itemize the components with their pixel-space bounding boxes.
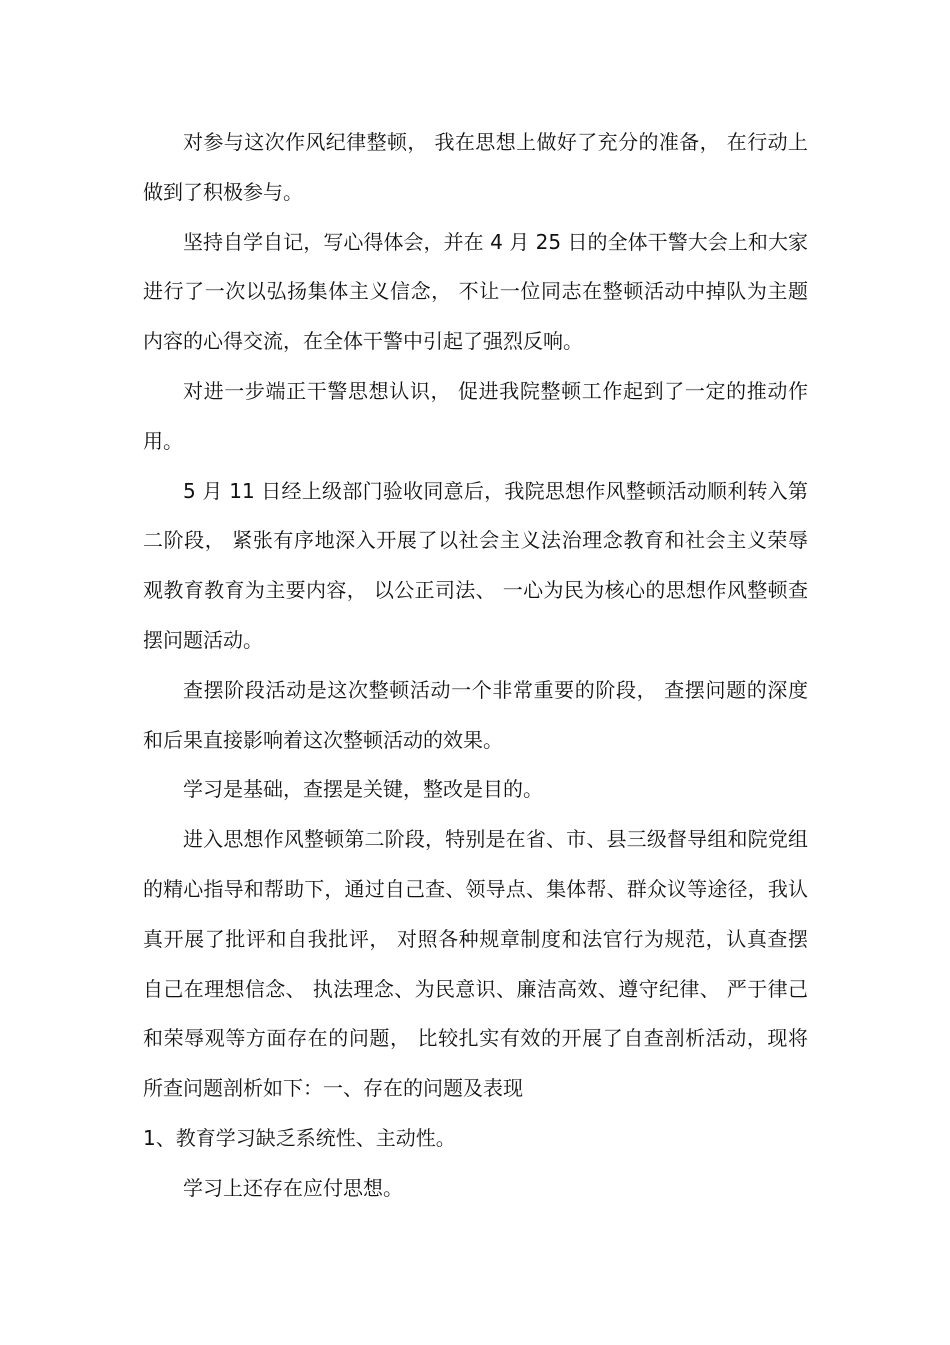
paragraph-6: 学习是基础，查摆是关键，整改是目的。	[183, 777, 543, 802]
paragraph-1: 对参与这次作风纪律整顿， 我在思想上做好了充分的准备， 在行动上做到了积极参与。	[143, 130, 808, 204]
paragraph-5: 查摆阶段活动是这次整顿活动一个非常重要的阶段， 查摆问题的深度和后果直接影响着这次整顿活动的效果。	[143, 677, 808, 752]
paragraph-7: 进入思想作风整顿第二阶段，特别是在省、市、县三级督导组和院党组的精心指导和帮助下，通过自己查、领导点、集体帮、群众议等途径，我认真开展了批评和自我批评， 对照各种规章制度和法官行为规范，认真查摆自己在理想信念、 执法理念、为民意识、廉洁高效、遵守纪律、 严于律己和荣辱观等方面存在的问题， 比较扎实有效的开展了自查剖析活动，现将所查问题剖析如下：一、存在的问题及表现	[143, 827, 808, 1101]
paragraph-4: 5 月 11 日经上级部门验收同意后，我院思想作风整顿活动顺利转入第二阶段， 紧张有序地深入开展了以社会主义法治理念教育和社会主义荣辱观教育教育为主要内容， 以公正司法、 一心为民为核心的思想作风整顿查摆问题活动。	[143, 478, 808, 652]
document-body	[143, 118, 808, 1214]
paragraph-8: 1、教育学习缺乏系统性、主动性。	[143, 1125, 456, 1150]
paragraph-2: 坚持自学自记，写心得体会，并在 4 月 25 日的全体干警大会上和大家进行了一次以弘扬集体主义信念， 不让一位同志在整顿活动中掉队为主题内容的心得交流，在全体干警中引起了强烈反响。	[143, 229, 808, 354]
paragraph-3: 对进一步端正干警思想认识， 促进我院整顿工作起到了一定的推动作用。	[143, 378, 808, 453]
paragraph-9: 学习上还存在应付思想。	[183, 1175, 403, 1200]
